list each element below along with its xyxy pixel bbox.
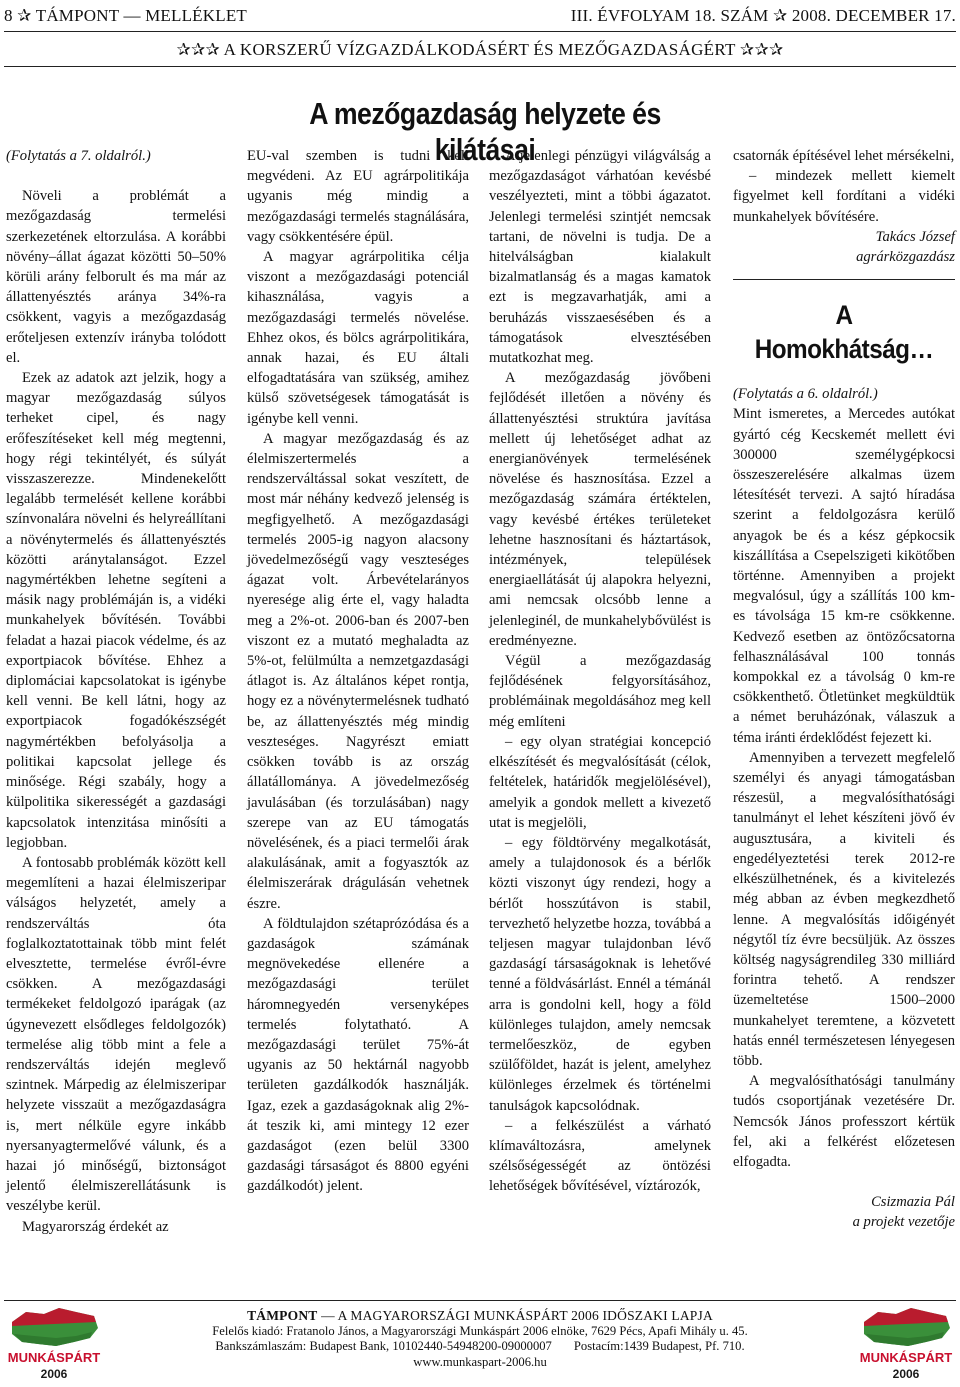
brand-tagline: — A MAGYARORSZÁGI MUNKÁSPÁRT 2006 IDŐSZAKI LAPJA [321, 1308, 713, 1323]
subheader: ✰✰✰ A KORSZERŰ VÍZGAZDÁLKODÁSÉRT ÉS MEZŐGAZDASÁGÉRT ✰✰✰ [176, 40, 784, 59]
paragraph: Amennyiben a tervezett megfelelő személyi és anyagi támogatásban részesül, a megvalósíthatósági tanulmányt el lehet készíteni jövő év augusztusára, a kiviteli és engedélyeztetési terek 2012-re elkészülhetnének, és a kivitelezés még abban az évben megkezdhető lenne. A megvalósítás időigényét négytől tíz évre becsüljük. Az összes költség nagyságrendileg 330 milliárd forintra tehető. A rendszer üzemeltetése 1500–2000 munkahelyet teremtene, a közvetett hatás ennél természetesen lényegesen több. [733, 749, 955, 1069]
list-item: – egy földtörvény megalkotását, amely a tulajdonosok és a bérlők közti viszonyt úgy rendezi, hogy a bérlőt hosszútávon is stabil, tervezhető helyzetbe hozza, továbbá a teljesen magyar tulajdonban lévő gazdaságí társaságoknak is lehetővé tenné a földvásárlást. Ennél a témánál arra is gondolni kell, hogy a föld különleges tulajdon, amely nemcsak termelőeszköz, de egyben szülőföldet, hazát is jelent, amelyhez különleges érzelmek és történelmi tanulságok kapcsolódnak. [489, 834, 711, 1114]
paragraph: A földtulajdon szétaprózódása és a gazdaságok számának megnövekedése ellenére a mezőgazdasági terület háromnegyedén versenyképes termelés folytatható. A mezőgazdasági terület 75%-át ugyanis az 50 hektárnál nagyobb területen gazdálkodók használják. Igaz, ezek a gazdaságoknak alig 2%-át teszik ki, ami mintegy 12 ezer gazdaságot (ezen belül 3300 gazdasági társaságot és 8800 egyéni gazdálkodót) jelent. [247, 915, 469, 1195]
paragraph: EU-val szemben is tudni kell megvédeni. Az EU agrárpolitikája ugyanis még mindig a mezőgazdasági termelés stagnálására, vagy csökkentésére épül. [247, 148, 469, 245]
paragraph: Növeli a problémát a mezőgazdaság termelési szerkezetének eltorzulása. A korábbi növény–állat ágazat közötti 50–50% körüli arány felborult és ma már az állattenyésztés aránya 34%-ra csökkent, vagyis a mezőgazdaság erőteljesen extenzív irányba tolódott el. [6, 188, 226, 366]
paragraph: A magyar mezőgazdaság és az élelmiszertermelés a rendszerváltással sokat veszített, de most már néhány kedvező jelenség is megfigyelhető. A mezőgazdasági termelés 2005-ig nagyon alacsony jövedelmezőségű vagy veszteséges ágazat volt. Árbevételarányos nyeresége alig érte el, vagy haladta meg a 2%-ot. 2006-ban és 2007-ben viszont ez a mutató meghaladta az 5%-ot, felülmúlta a nemzetgazdasági átlagot is. Az általános képet rontja, hogy ez a növénytermelésnek tudható be, az állattenyésztés még mindig veszteséges. Nagyrészt emiatt csökken tovább is az ország állatállománya. A jövedelmezőség javulásában (és torzulásában) nagy szerepe van az EU támogatás növelésének, és a piaci termelői árak alakulásának, amit a fogyasztók az élelmiszerárak drágulásán vehetnek észre. [247, 430, 469, 912]
signature-name: Csizmazia Pál [871, 1194, 955, 1211]
paragraph: A megvalósíthatósági tanulmány tudós csoportjának vezetésére Dr. Nemcsók János professzort kértük fel, aki a felkérést előzetesen elfogadta. [733, 1073, 955, 1170]
author-role: agrárközgazdász [856, 249, 955, 266]
munkaspart-logo-right [856, 1302, 956, 1382]
header-left: 8 ✰ TÁMPONT — MELLÉKLET [4, 6, 247, 25]
page-footer [160, 1308, 800, 1370]
list-item: – egy olyan stratégiai koncepció elkészítését és megvalósítását (célok, feltételek, határidők megjelölésével), amelyik a gondok mellett a kivezető utat is megjelöli, [489, 733, 711, 831]
paragraph: csatornák építésével lehet mérsékelni, [733, 148, 955, 164]
list-item: – a felkészülést a várható klímaváltozásra, amelynek szélsőségességét az öntözési lehetőségek bővítésével, víztározók, [489, 1117, 711, 1195]
paragraph: A magyar agrárpolitika célja viszont a mezőgazdasági potenciál kihasználása, vagyis a mezőgazdasági termelés növelése. Ehhez okos, és bölcs agrárpolitikára, annak hazai, és EU általi elfogadtatására van szükség, amihez külső szövetségesek támogatását is igénybe kell venni. [247, 249, 469, 427]
header-rule [4, 31, 956, 32]
subheader-rule [4, 66, 956, 67]
footer-brand [160, 1308, 800, 1324]
paragraph: Magyarország érdekét az [22, 1218, 169, 1235]
svg-text:2006: 2006 [892, 1367, 920, 1381]
brand-name: TÁMPONT [247, 1308, 318, 1323]
svg-text:MUNKÁSPÁRT: MUNKÁSPÁRT [859, 1350, 953, 1365]
hungary-map-icon [856, 1302, 956, 1382]
signature-role: a projekt vezetője [852, 1214, 955, 1231]
footer-bank: Bankszámlaszám: Budapest Bank, 10102440-54948200-09000007 Postacím:1439 Budapest, Pf. 710. [215, 1339, 745, 1353]
article-title: A mezőgazdaság helyzete és kilátásai [309, 96, 661, 167]
article-column-2 [247, 146, 469, 1197]
continued-note: (Folytatás a 6. oldalról.) [733, 386, 878, 403]
svg-text:MUNKÁSPÁRT: MUNKÁSPÁRT [7, 1350, 101, 1365]
svg-text:2006: 2006 [40, 1367, 68, 1381]
footer-rule [4, 1300, 956, 1301]
article-column-4 [733, 146, 955, 1233]
continued-note: (Folytatás a 7. oldalról.) [6, 148, 151, 164]
hungary-map-icon [4, 1302, 104, 1382]
munkaspart-logo-left [4, 1302, 104, 1382]
paragraph: Ezek az adatok azt jelzik, hogy a magyar mezőgazdaság súlyos terheket cipel, és nagy erőfeszítéseket kell még megtenni, hogy régi tekintélyét, és súlyát visszaszerezze. Mindenekelőtt legalább termelését kellene korábbi színvonalára növelni és helyreállítani a növénytermelés és állattenyésztés közötti aránytalanságot. Ezzel nagymértékben lehetne segíteni a másik nagy problémáján is, a vidéki munkahelyek bővítésén. További feladat a hazai piacok védelme, és az exportpiacok bővítése. Ehhez a diplomáciai kapcsolatokat is igénybe kell venni. Be kell látni, hogy az exportpiacok fogadókészségét nagymértékben befolyásolja a politikai kapcsolat jellege és minősége. Régi szabály, hogy a külpolitika sikerességét a gazdasági kapcsolatok intenzitása minősíti a legjobban. [6, 370, 226, 851]
paragraph: A mezőgazdaság jövőbeni fejlődését illetően a növény és állattenyésztési struktúra javítása mellett új lehetőséget adhat az energianövények termelésének növelése és hasznosítása. Ezzel a mezőgazdaság számára értéktelen, vagy kevésbé értékes területeket lehetne hasznosítani és háztartások, intézmények, települések energiaellátását új alapokra helyezni, ami nemcsak olcsóbb lenne a jelenleginél, de munkahelybővülést is eredményezne. [489, 370, 711, 649]
paragraph: Végül a mezőgazdaság fejlődésének felgyorsításához, problémáinak megoldásához meg kell még említeni [489, 653, 711, 730]
paragraph: A jelenlegi pénzügyi világválság a mezőgazdaságot várhatóan kevésbé veszélyezteti, mint a többi ágazatot. Jelenlegi termelési szintjét nemcsak tartani, de növelni is tudja. De a hitelválságban kialakult bizalmatlanság és a magas kamatok ezt is megzavarhatják, ami a beruházás visszaesésében és a támogatások elvesztésében mutatkozhat meg. [489, 148, 711, 367]
footer-website-link[interactable]: www.munkaspart-2006.hu [413, 1354, 547, 1369]
list-item: – mindezek mellett kiemelt figyelmet kell fordítani a vidéki munkahelyek bővítésére. [733, 168, 955, 225]
header-right: III. ÉVFOLYAM 18. SZÁM ✰ 2008. DECEMBER 17. [570, 6, 956, 25]
article-separator [733, 279, 955, 280]
paragraph: A fontosabb problémák között kell megemlíteni a hazai élelmiszeripar válságos helyzetét, amely a rendszerváltás óta foglalkoztatottainak több mint felét elvesztette, termelése évről-évre csökken. A mezőgazdasági termékeket feldolgozó iparágak (az úgynevezett elsődleges feldolgozók) termelése alig több mint a fele a rendszerváltás idején meglevő szintnek. Márpedig az élelmiszeripar helyzete visszaüt a mezőgazdaságra is, mert nélküle egyre inkább nyersanyagtermelővé válunk, és a hazai jó minőségű, biztonságot jelentő élelmiszerellátásunk is veszélybe kerül. [6, 854, 226, 1215]
page-header [4, 6, 956, 28]
article-column-3 [489, 146, 711, 1197]
author-name: Takács József [875, 228, 955, 245]
article-column-1 [6, 146, 226, 1237]
paragraph: Mint ismeretes, a Mercedes autókat gyártó cég Kecskemét mellett évi 300000 személygépkocsi összeszerelésére alkalmas üzem létesítését tervezi. A sajtó híradása szerint a feldolgozásra kerülő anyagok be és a kész gépkocsik kiszállítása a Csepelszigeti kikötőben történne. Amennyiben a projekt megvalósul, úgy a szállítás 100 km-es távolsága 15 km-re csökkenne. Kedvező esetben az öntözőcsatorna felhasználásával 100 tonnás kompokkal ez a távolság 0 km-re csökkenthető. Ötletünket megküldtük a német beruházónak, válaszuk a téma iránti érdeklődést fejezett ki. [733, 406, 955, 746]
article2-title: A Homokhátság… [754, 300, 934, 365]
footer-publisher: Felelős kiadó: Fratanolo János, a Magyarországi Munkáspárt 2006 elnöke, 7629 Pécs, Apafi Mihály u. 45. [212, 1323, 748, 1338]
